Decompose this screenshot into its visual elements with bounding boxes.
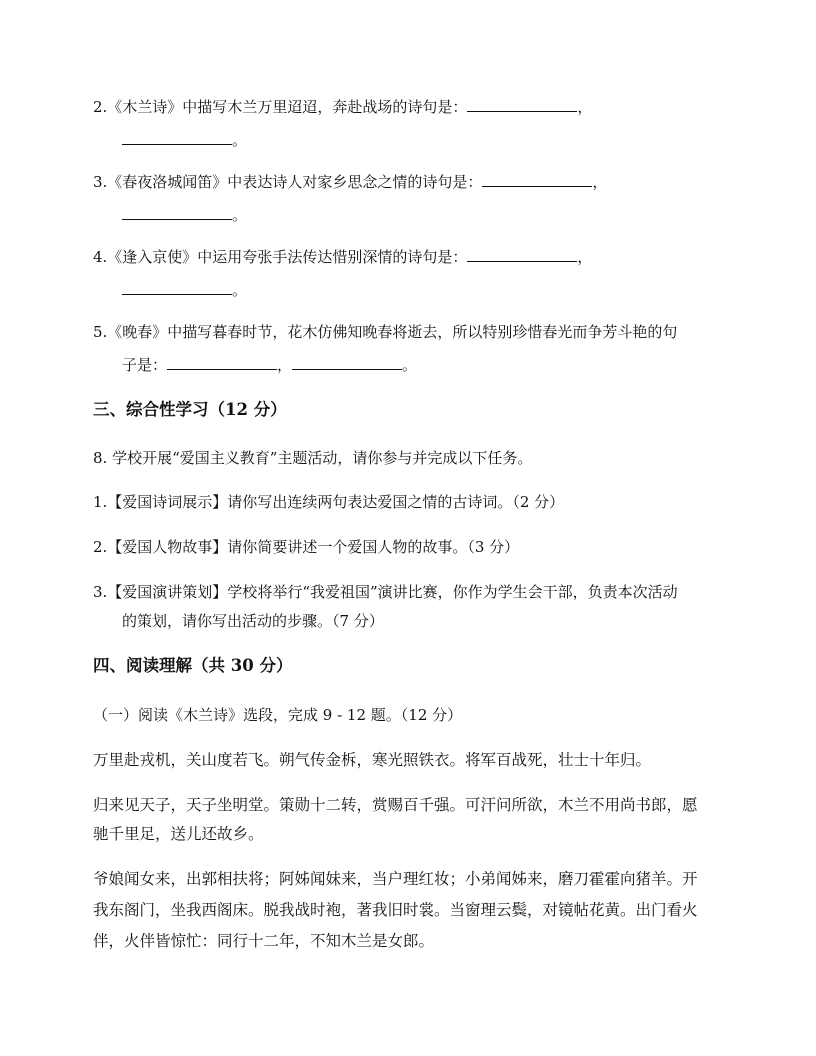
question-2-line2 xyxy=(122,130,247,150)
question-3-line1 xyxy=(93,172,607,192)
answer-blank[interactable] xyxy=(122,280,232,295)
passage-paragraph-3-line1: 爷娘闻女来，出郭相扶将；阿姊闻妹来，当户理红妆；小弟闻姊来，磨刀霍霍向猪羊。开 xyxy=(93,870,698,888)
question-4-line2 xyxy=(122,280,247,300)
question-5-text-cont: 子是： xyxy=(122,356,168,374)
section-3-task-1: 1.【爱国诗词展示】请你写出连续两句表达爱国之情的古诗词。（2 分） xyxy=(93,493,565,511)
answer-blank[interactable] xyxy=(122,130,232,145)
answer-blank[interactable] xyxy=(292,355,402,370)
answer-blank[interactable] xyxy=(122,205,232,220)
question-2-line1 xyxy=(93,97,592,117)
answer-blank[interactable] xyxy=(467,247,577,262)
section-3-title: 三、综合性学习（12 分） xyxy=(93,400,287,419)
answer-blank[interactable] xyxy=(467,97,577,112)
terminator: 。 xyxy=(232,131,248,149)
answer-blank[interactable] xyxy=(167,355,277,370)
section-3-task-3-line2: 的策划，请你写出活动的步骤。（7 分） xyxy=(122,612,384,630)
answer-blank[interactable] xyxy=(482,172,592,187)
question-5-text: 5.《晚春》中描写暮春时节，花木仿佛知晚春将逝去，所以特别珍惜春光而争芳斗艳的句 xyxy=(93,323,678,341)
passage-paragraph-2-line1: 归来见天子，天子坐明堂。策勋十二转，赏赐百千强。可汗问所欲，木兰不用尚书郎，愿 xyxy=(93,796,698,814)
question-5-line1 xyxy=(93,322,677,342)
terminator: 。 xyxy=(232,281,248,299)
question-5-line2 xyxy=(122,355,417,375)
section-3-task-2: 2.【爱国人物故事】请你简要讲述一个爱国人物的故事。（3 分） xyxy=(93,538,520,556)
passage-paragraph-1: 万里赴戎机，关山度若飞。朔气传金柝，寒光照铁衣。将军百战死，壮士十年归。 xyxy=(93,751,652,769)
question-4-line1 xyxy=(93,247,592,267)
question-3-line2 xyxy=(122,205,247,225)
question-3-text: 3.《春夜洛城闻笛》中表达诗人对家乡思念之情的诗句是： xyxy=(93,173,483,191)
passage-paragraph-3-line3: 伴，火伴皆惊忙：同行十二年，不知木兰是女郎。 xyxy=(93,932,435,950)
terminator: 。 xyxy=(232,206,248,224)
question-4-text: 4.《逢入京使》中运用夸张手法传达惜别深情的诗句是： xyxy=(93,248,468,266)
passage-paragraph-3-line2: 我东阁门，坐我西阁床。脱我战时袍，著我旧时裳。当窗理云鬓，对镜帖花黄。出门看火 xyxy=(93,901,698,919)
separator: ， xyxy=(592,173,608,191)
section-3-task-3-line1: 3.【爱国演讲策划】学校将举行“我爱祖国”演讲比赛，你作为学生会干部，负责本次活动 xyxy=(93,583,678,601)
section-4-subsection-1: （一）阅读《木兰诗》选段，完成 9 - 12 题。（12 分） xyxy=(93,706,463,724)
terminator: 。 xyxy=(402,356,418,374)
separator: ， xyxy=(577,248,593,266)
section-3-intro: 8. 学校开展“爱国主义教育”主题活动，请你参与并完成以下任务。 xyxy=(93,449,533,467)
section-4-title: 四、阅读理解（共 30 分） xyxy=(93,656,293,675)
passage-paragraph-2-line2: 驰千里足，送儿还故乡。 xyxy=(93,825,264,843)
separator: ， xyxy=(277,356,293,374)
separator: ， xyxy=(577,98,593,116)
question-2-text: 2.《木兰诗》中描写木兰万里迢迢，奔赴战场的诗句是： xyxy=(93,98,468,116)
